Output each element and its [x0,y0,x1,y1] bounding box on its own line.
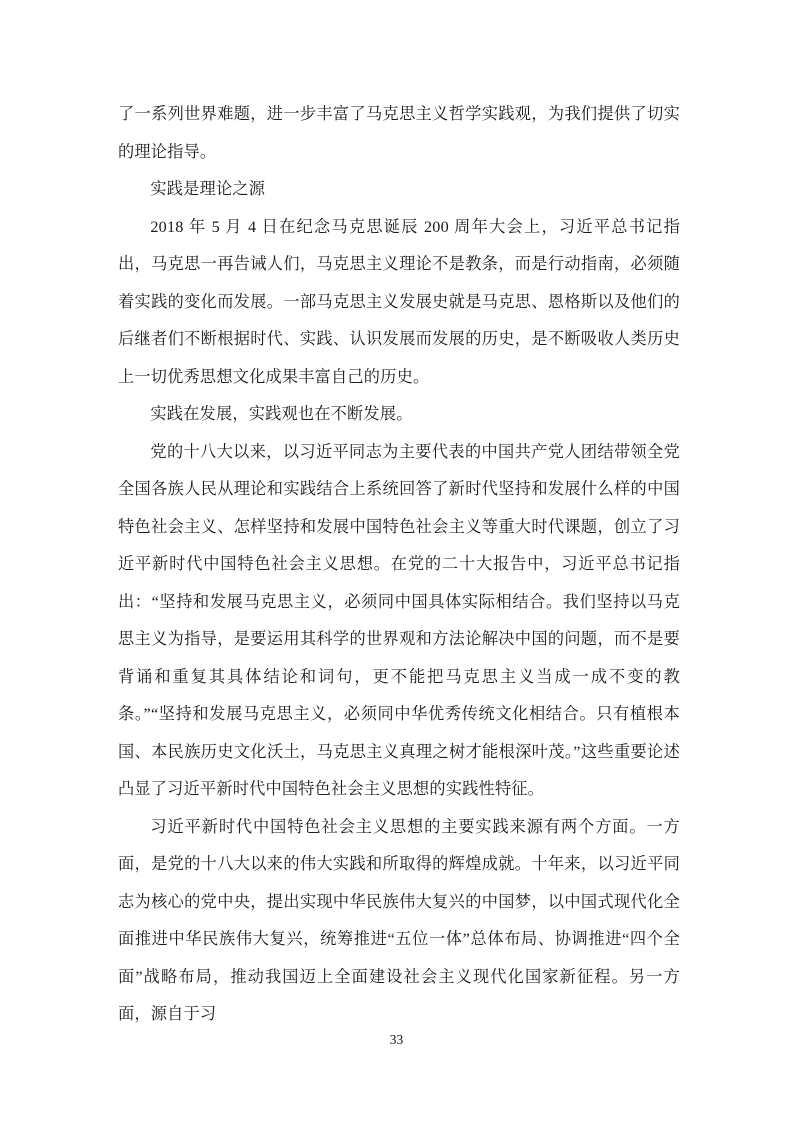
paragraph-2-heading: 实践是理论之源 [150,180,266,198]
paragraph-4: 实践在发展，实践观也在不断发展。 [150,405,413,423]
paragraph-3: 2018 年 5 月 4 日在纪念马克思诞辰 200 周年大会上，习近平总书记指出，马克思一再告诫人们，马克思主义理论不是教条，而是行动指南，必须随着实践的变化而发展。一部马克思主义发展史就是马克思、恩格斯以及他们的后继者们不断根据时代、实践、认识发展而发展的历史，是不断吸收人类历史上一切优秀思想文化成果丰富自己的历史。 [118,217,680,386]
page-number: 33 [389,1032,404,1047]
paragraph-5: 党的十八大以来，以习近平同志为主要代表的中国共产党人团结带领全党全国各族人民从理论和实践结合上系统回答了新时代坚持和发展什么样的中国特色社会主义、怎样坚持和发展中国特色社会主义等重大时代课题，创立了习近平新时代中国特色社会主义思想。在党的二十大报告中，习近平总书记指出：“坚持和发展马克思主义，必须同中国具体实际相结合。我们坚持以马克思主义为指导，是要运用其科学的世界观和方法论解决中国的问题，而不是要背诵和重复其具体结论和词句，更不能把马克思主义当成一成不变的教条。”“坚持和发展马克思主义，必须同中华优秀传统文化相结合。只有植根本国、本民族历史文化沃土，马克思主义真理之树才能根深叶茂。”这些重要论述凸显了习近平新时代中国特色社会主义思想的实践性特征。 [118,442,680,798]
page-body [118,96,680,1034]
paragraph-1: 了一系列世界难题，进一步丰富了马克思主义哲学实践观，为我们提供了切实的理论指导。 [118,105,680,161]
paragraph-6: 习近平新时代中国特色社会主义思想的主要实践来源有两个方面。一方面，是党的十八大以来的伟大实践和所取得的辉煌成就。十年来，以习近平同志为核心的党中央，提出实现中华民族伟大复兴的中国梦，以中国式现代化全面推进中华民族伟大复兴，统筹推进“五位一体”总体布局、协调推进“四个全面”战略布局，推动我国迈上全面建设社会主义现代化国家新征程。另一方面，源自于习 [118,817,680,1023]
